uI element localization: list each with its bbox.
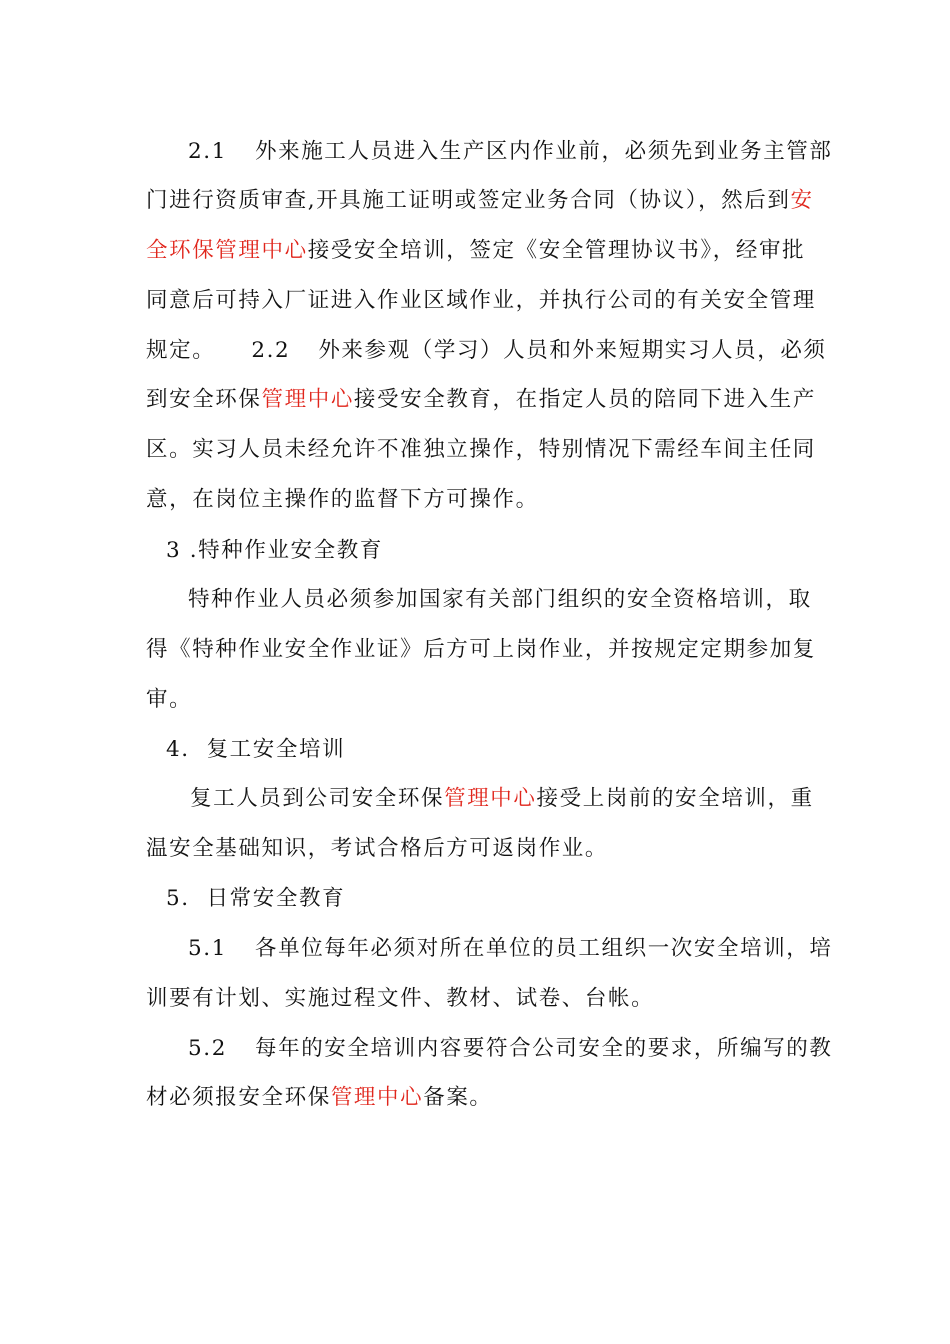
paragraph-text: 审。	[146, 687, 193, 712]
section-number: 5.1	[188, 936, 227, 961]
section-heading: 3 .特种作业安全教育	[166, 538, 383, 563]
section-number: 2.2	[251, 338, 291, 363]
paragraph-text: 备案。	[423, 1085, 493, 1110]
highlighted-text: 全环保管理中心	[146, 238, 308, 263]
section-3-heading	[166, 536, 830, 566]
paragraph-text: 到安全环保	[146, 387, 262, 412]
highlighted-text: 管理中心	[261, 387, 354, 412]
paragraph-text: 同意后可持入厂证进入作业区域作业，并执行公司的有关安全管理	[146, 288, 816, 313]
paragraph-text: 规定。	[146, 338, 216, 363]
paragraph-text: 接受安全教育，在指定人员的陪同下进入生产	[353, 387, 816, 412]
paragraph-text: 复工人员到公司安全环保	[190, 786, 445, 811]
highlighted-text: 安	[790, 188, 814, 213]
section-heading: 5. 日常安全教育	[166, 886, 346, 911]
section-2-1-line-3	[146, 236, 810, 266]
paragraph-text: 每年的安全培训内容要符合公司安全的要求，所编写的教	[255, 1036, 833, 1061]
section-3-line-3	[146, 685, 810, 715]
paragraph-text: 外来施工人员进入生产区内作业前，必须先到业务主管部	[255, 139, 833, 164]
section-5-1-line-1	[188, 934, 833, 964]
paragraph-text: 训要有计划、实施过程文件、教材、试卷、台帐。	[146, 986, 655, 1011]
section-3-line-1	[188, 585, 810, 615]
paragraph-text: 门进行资质审查,开具施工证明或签定业务合同（协议），然后到	[146, 188, 791, 213]
section-3-line-2	[146, 635, 816, 665]
highlighted-text: 管理中心	[444, 786, 537, 811]
paragraph-text: 材必须报安全环保	[146, 1085, 331, 1110]
section-5-2-line-1	[188, 1034, 833, 1064]
section-4-line-2	[146, 834, 810, 864]
section-2-1-line-4	[146, 286, 816, 316]
section-5-2-line-2	[146, 1083, 810, 1113]
highlighted-text: 管理中心	[330, 1085, 424, 1110]
paragraph-text: 得《特种作业安全作业证》后方可上岗作业，并按规定定期参加复	[146, 637, 816, 662]
paragraph-text: 外来参观（学习）人员和外来短期实习人员，必须	[318, 338, 827, 363]
section-number: 2.1	[188, 139, 227, 164]
section-2-2-line-2	[146, 385, 816, 415]
section-2-1-line-5	[146, 336, 827, 366]
section-5-heading	[166, 884, 830, 914]
section-2-1-line-1	[188, 137, 833, 167]
paragraph-text: 区。实习人员未经允许不准独立操作，特别情况下需经车间主任同	[146, 437, 816, 462]
section-4-heading	[166, 735, 830, 765]
section-2-2-line-4	[146, 485, 810, 515]
paragraph-text: 各单位每年必须对所在单位的员工组织一次安全培训，培	[255, 936, 833, 961]
section-number: 5.2	[188, 1036, 227, 1061]
paragraph-text: 接受上岗前的安全培训，重	[536, 786, 814, 811]
section-2-1-line-2	[146, 186, 814, 216]
section-5-1-line-2	[146, 984, 810, 1014]
paragraph-text: 温安全基础知识，考试合格后方可返岗作业。	[146, 836, 609, 861]
section-4-line-1	[190, 784, 814, 814]
paragraph-text: 意，在岗位主操作的监督下方可操作。	[146, 487, 539, 512]
section-heading: 4. 复工安全培训	[166, 737, 346, 762]
paragraph-text: 接受安全培训，签定《安全管理协议书》，经审批	[307, 238, 806, 263]
paragraph-text: 特种作业人员必须参加国家有关部门组织的安全资格培训，取	[188, 587, 812, 612]
section-2-2-line-3	[146, 435, 816, 465]
